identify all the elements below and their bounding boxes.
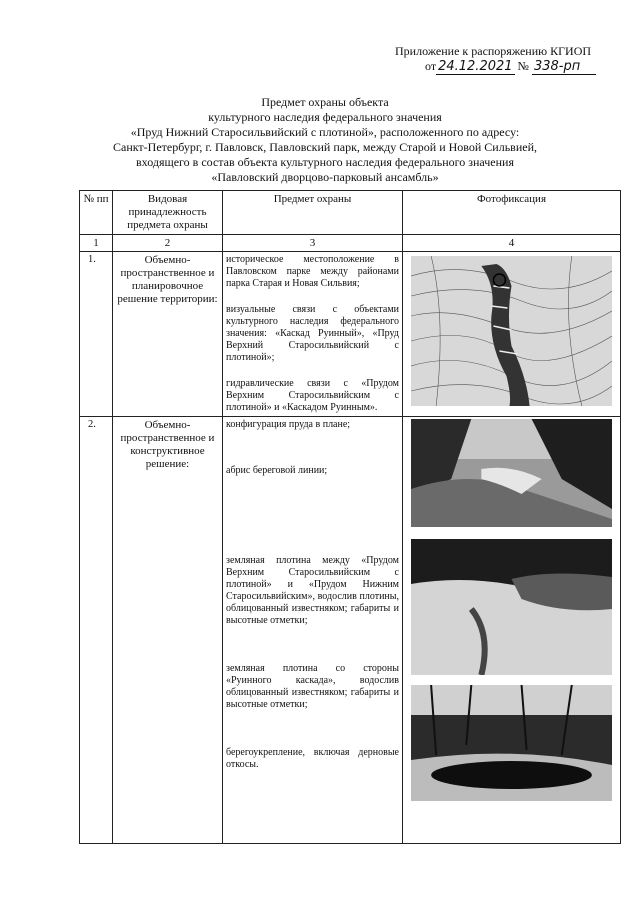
table-row	[80, 252, 621, 417]
photo-cell	[403, 252, 621, 417]
appendix-title: Приложение к распоряжению КГИОП	[395, 44, 592, 58]
appendix-number: 338-рп	[532, 59, 596, 75]
appendix-header	[395, 44, 596, 75]
protection-table	[79, 190, 621, 844]
header-photo: Фотофиксация	[403, 191, 621, 235]
pond-photo-1	[411, 419, 612, 527]
document-title	[80, 95, 570, 185]
subject-item: земляная плотина между «Прудом Верхним Старосильвийским с плотиной» и «Прудом Нижним Старосильвийским», водослив плотины, облицованный известняком; габариты и высотные отметки;	[226, 555, 399, 626]
appendix-from: от	[425, 59, 437, 73]
title-line: «Павловский дворцово-парковый ансамбль»	[211, 170, 439, 184]
row-subject	[223, 252, 403, 417]
col-number: 4	[403, 235, 621, 252]
subject-item: гидравлические связи с «Прудом Верхним Старосильвийским с плотиной» и «Каскадом Руинным».	[226, 378, 399, 413]
col-number: 3	[223, 235, 403, 252]
table-row	[80, 417, 621, 844]
subject-item: конфигурация пруда в плане;	[226, 419, 351, 430]
title-line: входящего в состав объекта культурного наследия федерального значения	[136, 155, 514, 169]
appendix-date-line	[425, 59, 596, 75]
row-number: 2.	[80, 417, 113, 844]
subject-item: визуальные связи с объектами культурного наследия федерального значения: «Каскад Руинный», «Пруд Верхний Старосильвийский с плотиной»;	[226, 304, 399, 363]
appendix-number-sign: №	[517, 59, 529, 73]
row-category: Объемно-пространственное и конструктивное решение:	[113, 417, 223, 844]
row-number: 1.	[80, 252, 113, 417]
subject-item: абрис береговой линии;	[226, 465, 328, 476]
table-header-row	[80, 191, 621, 235]
header-num: № пп	[80, 191, 113, 235]
header-subject: Предмет охраны	[223, 191, 403, 235]
col-number: 2	[113, 235, 223, 252]
pond-photo-2	[411, 539, 612, 675]
subject-item: историческое местоположение в Павловском парке между районами парка Старая и Новая Сильвия;	[226, 254, 399, 289]
site-plan-image	[411, 256, 612, 406]
title-line: Санкт-Петербург, г. Павловск, Павловский парк, между Старой и Новой Сильвией,	[112, 140, 538, 154]
photo-cell	[403, 417, 621, 844]
col-number: 1	[80, 235, 113, 252]
subject-item: земляная плотина со стороны «Руинного каскада», водослив облицованный известняком; габариты и высотные отметки;	[226, 663, 399, 710]
title-line: культурного наследия федерального значения	[208, 110, 442, 124]
appendix-date: 24.12.2021	[438, 59, 513, 74]
header-category: Видовая принадлежность предмета охраны	[113, 191, 223, 235]
subject-item: берегоукрепление, включая дерновые откосы.	[226, 747, 399, 770]
title-line: Предмет охраны объекта	[261, 95, 389, 109]
row-category: Объемно-пространственное и планировочное решение территории:	[113, 252, 223, 417]
row-subject	[223, 417, 403, 844]
title-line: «Пруд Нижний Старосильвийский с плотиной», расположенного по адресу:	[130, 125, 520, 139]
column-number-row	[80, 235, 621, 252]
pond-photo-3	[411, 685, 612, 801]
